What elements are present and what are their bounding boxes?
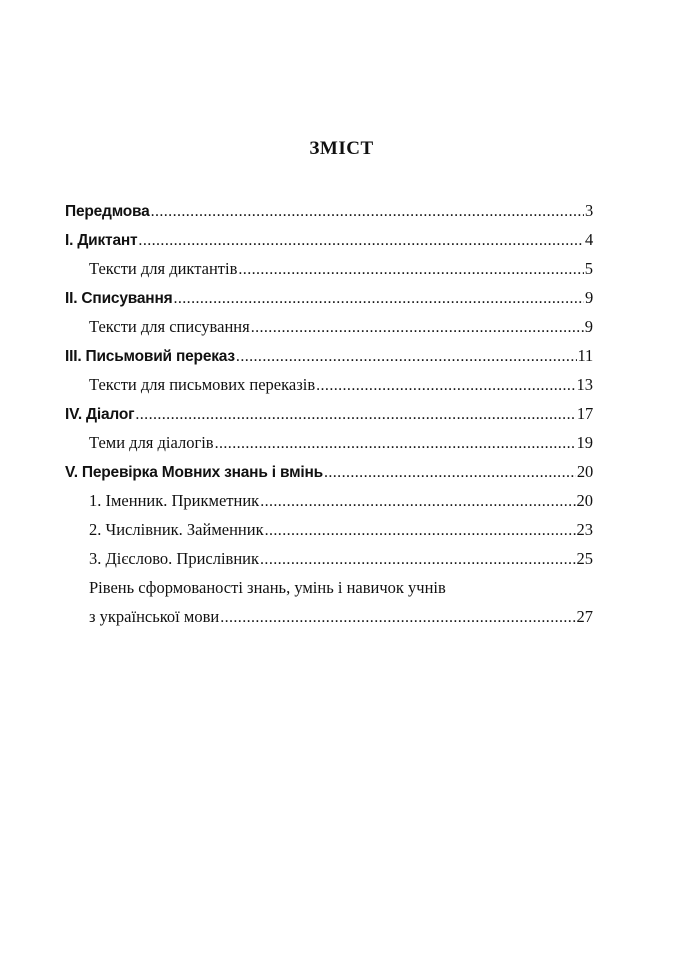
toc-entry-page: 27 (576, 607, 593, 626)
toc-entry-label: 1. Іменник. Прикметник (89, 491, 260, 510)
toc-entry[interactable] (65, 229, 593, 258)
toc-entry-label: 2. Числівник. Займенник (89, 520, 264, 539)
toc-entry-page: 4 (584, 230, 593, 249)
toc-subentry[interactable] (65, 548, 593, 577)
toc-entry-label: Передмова (65, 203, 150, 220)
dot-leader (138, 230, 584, 252)
dot-leader (260, 491, 575, 513)
toc-entry-label-line1: Рівень сформованості знань, умінь і навичок учнів (89, 578, 446, 597)
toc-entry-page: 11 (577, 346, 593, 365)
toc-subentry-multiline[interactable] (65, 577, 593, 635)
toc-entry-label: Теми для діалогів (89, 433, 214, 452)
toc-entry-page: 20 (576, 462, 593, 481)
dot-leader (316, 375, 575, 397)
toc-entry-page: 19 (576, 433, 593, 452)
dot-leader (173, 288, 583, 310)
dot-leader (265, 520, 576, 542)
toc-subentry[interactable] (65, 432, 593, 461)
toc-entry-page: 9 (584, 317, 593, 336)
toc-subentry[interactable] (65, 258, 593, 287)
toc-entry-label: IV. Діалог (65, 406, 135, 423)
toc-entry-page: 5 (584, 259, 593, 278)
toc-entry[interactable] (65, 287, 593, 316)
toc-entry-label: V. Перевірка Мовних знань і вмінь (65, 464, 323, 481)
toc-entry-page: 17 (576, 404, 593, 423)
toc-subentry[interactable] (65, 316, 593, 345)
toc-subentry[interactable] (65, 490, 593, 519)
toc-entry-page: 20 (576, 491, 593, 510)
dot-leader (236, 346, 577, 368)
dot-leader (215, 433, 576, 455)
toc-entry-page: 25 (576, 549, 593, 568)
dot-leader (251, 317, 584, 339)
dot-leader (324, 462, 576, 484)
toc-entry-label: I. Диктант (65, 232, 138, 249)
dot-leader (220, 607, 575, 629)
toc-entry-page: 13 (576, 375, 593, 394)
toc-entry-label: Тексти для диктантів (89, 259, 238, 278)
toc-entry-label: II. Списування (65, 290, 173, 307)
page-title: ЗМІСТ (309, 138, 374, 159)
toc-entry-label: Тексти для письмових переказів (89, 375, 316, 394)
dot-leader (260, 549, 575, 571)
toc-entry[interactable] (65, 403, 593, 432)
toc-entry-page: 3 (584, 201, 593, 220)
toc-subentry[interactable] (65, 519, 593, 548)
toc-entry[interactable] (65, 200, 593, 229)
dot-leader (135, 404, 576, 426)
toc-entry-label-line2: з української мови (89, 607, 220, 626)
toc-entry-label: III. Письмовий переказ (65, 348, 235, 365)
table-of-contents (65, 200, 593, 635)
dot-leader (238, 259, 583, 281)
toc-entry[interactable] (65, 461, 593, 490)
toc-subentry[interactable] (65, 374, 593, 403)
toc-entry-label: 3. Дієслово. Прислівник (89, 549, 260, 568)
toc-entry-page: 9 (584, 288, 593, 307)
toc-entry-page: 23 (576, 520, 593, 539)
toc-entry-label: Тексти для списування (89, 317, 250, 336)
toc-entry[interactable] (65, 345, 593, 374)
dot-leader (151, 201, 584, 223)
